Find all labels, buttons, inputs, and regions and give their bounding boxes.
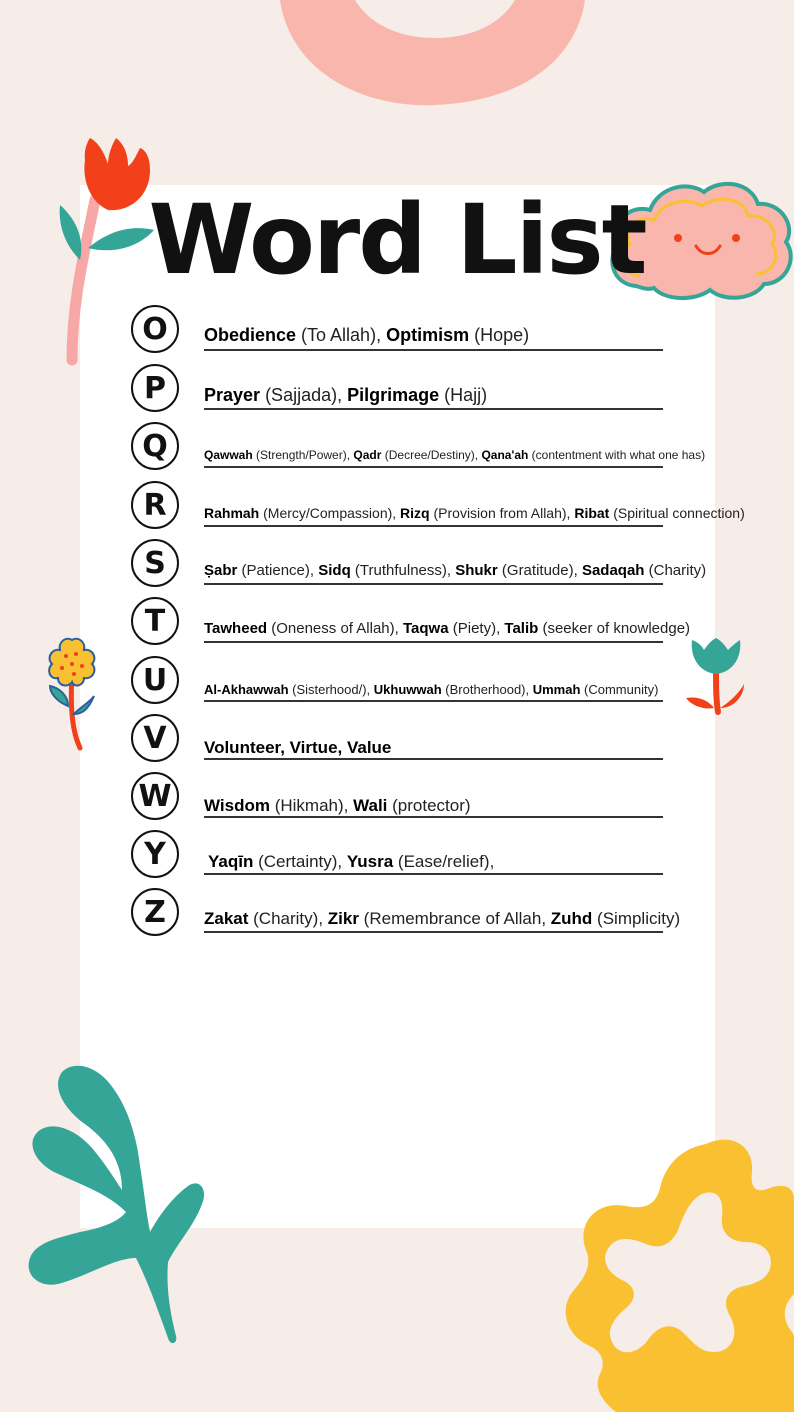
word-row-r (0, 481, 794, 537)
word-meaning: (Piety), (448, 620, 505, 637)
word-term: Wali (353, 796, 388, 815)
word-meaning: (Sajjada), (260, 385, 348, 405)
word-term: Ṣabr (204, 562, 238, 579)
underline (204, 525, 663, 527)
underline (204, 349, 663, 351)
word-meaning: (Decree/Destiny), (381, 448, 482, 462)
word-term: Optimism (386, 325, 470, 345)
word-meaning: (Hope) (469, 325, 530, 345)
underline (204, 700, 663, 702)
word-term: Volunteer, Virtue, Value (204, 738, 392, 757)
letter-badge: Y (131, 830, 179, 878)
word-term: Taqwa (402, 620, 449, 637)
letter-badge: P (131, 364, 179, 412)
word-meaning: (Charity), (248, 909, 328, 928)
word-meaning: (To Allah), (296, 325, 387, 345)
word-term: Zuhd (550, 909, 593, 928)
word-meaning: (Certainty), (253, 852, 347, 871)
word-term: Ummah (532, 682, 581, 697)
word-entry (208, 852, 494, 872)
teal-leaf-icon (18, 1062, 208, 1347)
word-term: Pilgrimage (347, 385, 440, 405)
word-row-s (0, 539, 794, 595)
word-term: Sidq (318, 562, 351, 579)
word-term: Zikr (327, 909, 359, 928)
word-term: Al-Akhawwah (204, 682, 289, 697)
underline (204, 816, 663, 818)
word-entry (204, 682, 658, 697)
word-entry (204, 448, 705, 462)
word-entry (204, 796, 471, 816)
word-entry (204, 738, 391, 758)
word-term: Tawheed (204, 620, 268, 637)
word-row-p (0, 364, 794, 420)
underline (204, 641, 663, 643)
word-meaning: (Patience), (237, 562, 319, 579)
word-meaning: (Ease/relief), (393, 852, 495, 871)
pink-arc-decoration (270, 0, 600, 110)
word-term: Yaqīn (208, 852, 254, 871)
letter-badge: O (131, 305, 179, 353)
word-term: Qadr (353, 448, 382, 462)
word-term: Prayer (204, 385, 261, 405)
letter-badge: W (131, 772, 179, 820)
letter-badge: S (131, 539, 179, 587)
word-meaning: (Remembrance of Allah, (358, 909, 551, 928)
underline (204, 466, 663, 468)
word-row-q (0, 422, 794, 478)
word-entry (204, 505, 745, 521)
word-row-y (0, 830, 794, 886)
page-title: Word List (148, 184, 646, 296)
word-meaning: (Provision from Allah), (429, 505, 575, 521)
word-entry (204, 909, 680, 929)
word-entry (204, 562, 706, 579)
letter-badge: V (131, 714, 179, 762)
word-meaning: (Hajj) (439, 385, 488, 405)
word-meaning: (protector) (387, 796, 471, 815)
word-row-v (0, 714, 794, 770)
word-term: Ribat (574, 505, 610, 521)
word-term: Wisdom (204, 796, 270, 815)
word-meaning: (Sisterhood/), (288, 682, 374, 697)
word-meaning: (Spiritual connection) (609, 505, 745, 521)
word-meaning: (contentment with what one has) (528, 448, 706, 462)
word-meaning: (seeker of knowledge) (538, 620, 691, 637)
word-term: Ukhuwwah (373, 682, 442, 697)
word-meaning: (Community) (580, 682, 659, 697)
letter-badge: R (131, 481, 179, 529)
underline (204, 583, 663, 585)
word-term: Qawwah (204, 448, 253, 462)
word-row-t (0, 597, 794, 653)
word-term: Shukr (455, 562, 498, 579)
word-term: Rizq (400, 505, 430, 521)
word-entry (204, 620, 690, 637)
word-term: Qana'ah (481, 448, 529, 462)
word-meaning: (Charity) (644, 562, 707, 579)
word-entry (204, 325, 529, 346)
word-meaning: (Mercy/Compassion), (259, 505, 401, 521)
letter-badge: Z (131, 888, 179, 936)
word-meaning: (Hikmah), (269, 796, 354, 815)
word-meaning: (Oneness of Allah), (267, 620, 403, 637)
letter-badge: Q (131, 422, 179, 470)
word-meaning: (Simplicity) (592, 909, 681, 928)
letter-badge: T (131, 597, 179, 645)
word-entry (204, 385, 487, 406)
word-row-w (0, 772, 794, 828)
word-term: Talib (504, 620, 539, 637)
word-row-z (0, 888, 794, 944)
word-row-o (0, 305, 794, 361)
underline (204, 408, 663, 410)
word-row-u (0, 656, 794, 712)
word-term: Obedience (204, 325, 297, 345)
word-meaning: (Truthfulness), (350, 562, 456, 579)
letter-badge: U (131, 656, 179, 704)
word-meaning: (Gratitude), (497, 562, 582, 579)
word-term: Zakat (204, 909, 249, 928)
yellow-flower-outline-icon (556, 1124, 794, 1412)
word-meaning: (Brotherhood), (441, 682, 533, 697)
word-meaning: (Strength/Power), (252, 448, 354, 462)
underline (204, 758, 663, 760)
underline (204, 873, 663, 875)
word-term: Rahmah (204, 505, 260, 521)
underline (204, 931, 663, 933)
word-term: Sadaqah (581, 562, 645, 579)
word-term: Yusra (346, 852, 394, 871)
